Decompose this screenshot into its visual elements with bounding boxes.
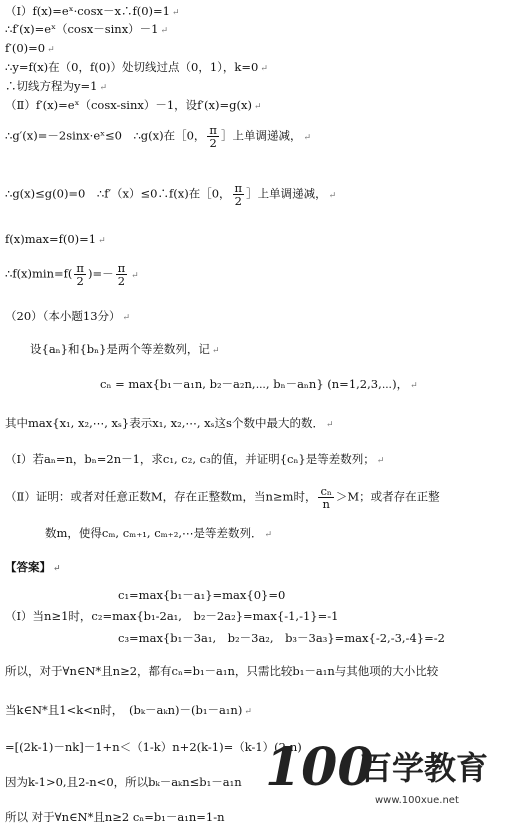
text: 数m，使得cₘ, cₘ₊₁, cₘ₊₂,⋯是等差数列． (45, 526, 263, 540)
part1-line3 (5, 41, 55, 57)
numerator: cₙ (320, 484, 332, 498)
return-mark: ↵ (122, 313, 131, 323)
text: c₂=max{b₁-2a₁, b₂－2a₂}=max{-1,-1}=-1 (91, 609, 339, 623)
text: ∴切线方程为y=1 (5, 79, 98, 93)
text: ∴g′(x)=－2sinx·eˣ≤0 ∴g(x)在［0， (5, 128, 206, 143)
text: ＞M；或者存在正整 (335, 489, 440, 504)
answer-c2 (5, 609, 338, 623)
q20-title (5, 309, 130, 325)
text: 其中max{x₁, x₂,⋯, xₛ}表示x₁, x₂,⋯, xₛ这s个数中最大的数． (5, 416, 324, 430)
return-mark: ↵ (260, 64, 268, 74)
q20-note (5, 416, 334, 432)
part2-line2 (5, 124, 311, 149)
return-mark: ↵ (253, 102, 262, 112)
fraction (207, 124, 219, 149)
answer-c1 (118, 588, 285, 602)
return-mark: ↵ (160, 26, 169, 36)
return-mark: ↵ (264, 530, 273, 540)
watermark-brand: 百学教育 (360, 749, 489, 787)
fraction (233, 182, 245, 207)
return-mark: ↵ (244, 707, 252, 717)
text: ∴g(x)≤g(0)=0 ∴f′（x）≤0∴f(x)在［0， (5, 186, 231, 201)
text: （Ⅰ）当n≥1时， (5, 609, 92, 623)
text: f(x)max=f(0)=1 (5, 232, 97, 246)
text: （20）（本小题13分） (5, 309, 121, 323)
return-mark: ↵ (325, 420, 334, 430)
text: )=－ (87, 266, 114, 281)
text: 因为k-1>0,且2-n<0，所以bₖ－aₖn≤b₁－a₁n (5, 775, 242, 789)
text: 所以，对于∀n∈N*且n≥2，都有cₙ=b₁－a₁n，只需比较b₁－a₁n与其他项的大小比较 (5, 664, 439, 678)
text: 当k∈N*且1<k<n时， (bₖ－aₖn)－(b₁－a₁n) (5, 703, 243, 717)
text: 所以 对于∀n∈N*且n≥2 cₙ=b₁－a₁n=1-n (5, 810, 225, 824)
text: c₁=max{b₁－a₁}=max{0}=0 (118, 588, 286, 602)
part2-line3 (5, 182, 336, 207)
denominator: 2 (209, 136, 217, 150)
answer-c3 (118, 631, 445, 645)
answer-s3 (5, 740, 302, 754)
text: ∴f′(x)=eˣ（cosx－sinx）－1 (5, 22, 159, 36)
answer-header (5, 560, 61, 576)
text: c₃=max{b₁－3a₁, b₂－3a₂, b₃－3a₃}=max{-2,-3,-4}=-2 (118, 631, 445, 645)
text: cₙ = max{b₁－a₁n, b₂－a₂n,⋯, bₙ－aₙn} (n=1,2,3,⋯)， (100, 377, 409, 391)
numerator: π (117, 261, 126, 275)
return-mark: ↵ (328, 190, 337, 201)
text: （Ⅱ）证明：或者对任意正数M，存在正整数m，当n≥m时， (5, 489, 317, 504)
return-mark: ↵ (53, 564, 61, 574)
watermark-number: 100 (265, 737, 374, 795)
return-mark: ↵ (376, 456, 385, 466)
denominator: 2 (117, 274, 126, 288)
part2-line5 (5, 262, 139, 287)
watermark-graphic (265, 735, 505, 795)
numerator: π (209, 123, 217, 137)
text: （Ⅰ）f(x)=eˣ·cosx－x∴f(0)=1 (5, 4, 170, 18)
q20-formula (100, 377, 418, 393)
return-mark: ↵ (211, 346, 220, 356)
answer-s2 (5, 703, 252, 719)
text: （Ⅰ）若aₙ=n，bₙ=2n－1，求c₁, c₂, c₃的值，并证明{cₙ}是等差数列； (5, 452, 375, 466)
answer-s1 (5, 664, 438, 678)
text: f′(0)=0 (5, 41, 46, 55)
text: （Ⅱ）f′(x)=eˣ（cosx-sinx）－1，设f′(x)=g(x) (5, 98, 252, 112)
answer-s4 (5, 775, 242, 789)
return-mark: ↵ (47, 45, 55, 55)
denominator: 2 (76, 274, 84, 288)
q20-part2-cont (45, 526, 272, 542)
return-mark: ↵ (98, 236, 106, 246)
part2-line1 (5, 98, 262, 114)
denominator: n (322, 497, 330, 511)
denominator: 2 (234, 194, 242, 208)
text: 设{aₙ}和{bₙ}是两个等差数列，记 (30, 342, 210, 356)
text: ］上单调递减， (246, 186, 327, 201)
watermark-url: www.100xue.net (375, 795, 459, 806)
fraction (74, 262, 86, 287)
return-mark: ↵ (171, 8, 180, 18)
part2-line4 (5, 232, 106, 248)
answer-s5 (5, 810, 224, 824)
q20-part2 (5, 485, 440, 510)
numerator: π (76, 261, 84, 275)
part1-line4 (5, 60, 268, 76)
text: =[(2k-1)－nk]－1+n＜（1-k）n+2(k-1)=（k-1）(2-n) (5, 740, 302, 754)
fraction (116, 262, 128, 287)
text: ∴f(x)min=f( (5, 266, 73, 281)
watermark-logo (265, 735, 505, 795)
text: ］上单调递减， (220, 128, 302, 143)
q20-intro (30, 342, 219, 358)
numerator: π (234, 181, 243, 195)
part1-line5 (5, 79, 107, 95)
return-mark: ↵ (131, 270, 139, 281)
return-mark: ↵ (410, 381, 418, 391)
text: 【答案】 (5, 560, 51, 574)
q20-part1 (5, 452, 384, 468)
part1-line2 (5, 22, 168, 38)
return-mark: ↵ (99, 83, 107, 93)
fraction (318, 485, 333, 510)
return-mark: ↵ (303, 132, 312, 143)
text: ∴y=f(x)在（0，f(0)）处切线过点（0，1），k=0 (5, 60, 259, 74)
part1-line1 (5, 4, 180, 20)
